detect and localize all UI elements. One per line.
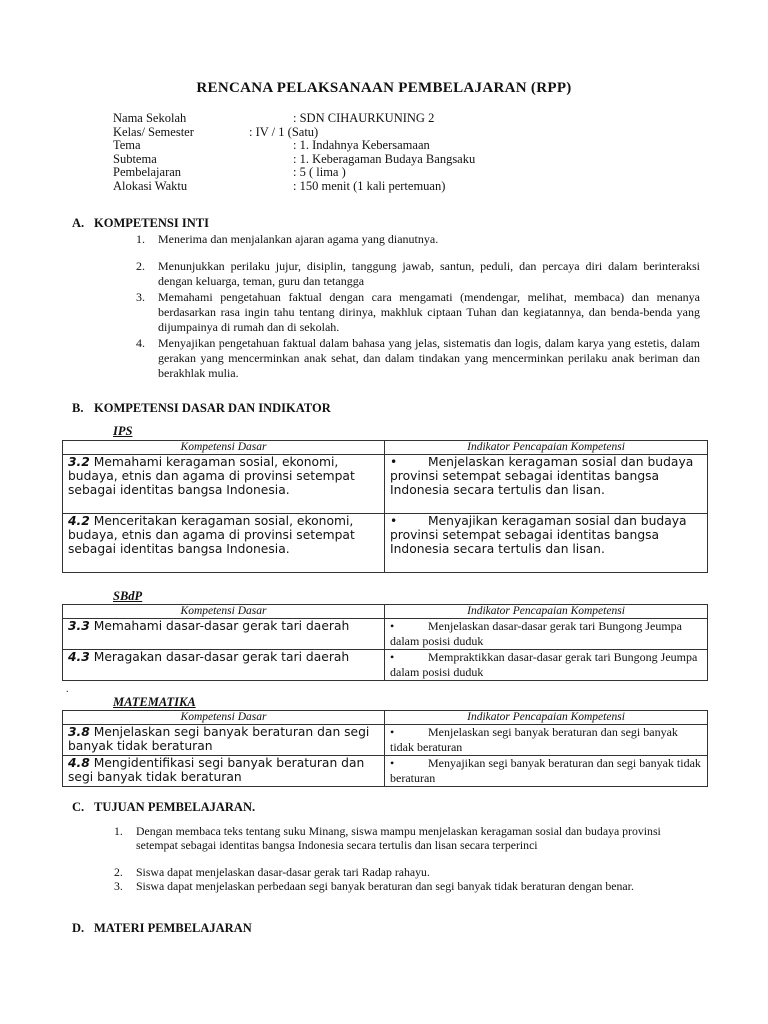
- column-header: Kompetensi Dasar: [63, 605, 385, 619]
- list-text: Siswa dapat menjelaskan dasar-dasar gerak tari Radap rahayu.: [136, 865, 430, 879]
- kd-code: 4.2: [68, 514, 90, 528]
- list-number: 4.: [136, 336, 145, 350]
- list-item: [136, 259, 700, 289]
- bullet-icon: •: [390, 455, 398, 469]
- column-header: Indikator Pencapaian Kompetensi: [385, 441, 708, 455]
- identity-value: : 150 menit (1 kali pertemuan): [293, 178, 446, 193]
- list-number: 2.: [114, 865, 123, 879]
- identity-value: : IV / 1 (Satu): [249, 124, 319, 139]
- column-header: Kompetensi Dasar: [63, 441, 385, 455]
- bullet-icon: •: [390, 756, 395, 770]
- column-header: Indikator Pencapaian Kompetensi: [385, 711, 708, 725]
- list-item: [114, 824, 688, 852]
- indicator-text: Menyajikan segi banyak beraturan dan segi banyak tidak beraturan: [390, 756, 701, 785]
- identity-value: : 1. Indahnya Kebersamaan: [293, 138, 430, 152]
- kd-code: 3.3: [68, 619, 90, 633]
- kd-cell: [63, 756, 385, 787]
- kd-table-ips: [62, 440, 708, 573]
- table-row: [63, 650, 708, 681]
- list-item: [114, 879, 688, 894]
- kd-text: Meragakan dasar-dasar gerak tari daerah: [89, 650, 350, 664]
- identity-label: Tema: [113, 138, 141, 152]
- kd-cell: [63, 514, 385, 573]
- indicator-cell: [385, 619, 708, 650]
- identity-label: Kelas/ Semester: [113, 124, 194, 139]
- list-number: 2.: [136, 259, 145, 273]
- identity-label: Nama Sekolah: [113, 111, 187, 125]
- kd-code: 3.2: [68, 455, 90, 469]
- list-number: 3.: [136, 290, 145, 304]
- identity-value: : SDN CIHAURKUNING 2: [293, 111, 435, 125]
- kd-table-matematika: [62, 710, 708, 787]
- list-item: [136, 232, 700, 247]
- stray-mark: .: [66, 684, 69, 695]
- identity-label: Alokasi Waktu: [113, 178, 188, 193]
- section-title: MATERI PEMBELAJARAN: [94, 921, 252, 935]
- indicator-text: Menjelaskan dasar-dasar gerak tari Bungong Jeumpa dalam posisi duduk: [390, 619, 683, 648]
- section-letter: D.: [72, 921, 85, 935]
- kd-text: Memahami keragaman sosial, ekonomi, budaya, etnis dan agama di provinsi setempat sebagai identitas bangsa Indonesia.: [68, 455, 355, 498]
- section-letter: A.: [72, 216, 85, 230]
- table-row: [63, 619, 708, 650]
- table-header-row: [63, 441, 708, 455]
- list-item: [136, 336, 700, 381]
- kd-text: Memahami dasar-dasar gerak tari daerah: [89, 619, 350, 633]
- kd-table-sbdp: [62, 604, 708, 681]
- list-text: Menyajikan pengetahuan faktual dalam bahasa yang jelas, sistematis dan logis, dalam karya yang estetis, dalam gerakan yang mencerminkan anak sehat, dan dalam tindakan yang mencerminkan perilaku anak beriman dan berakhlak mulia.: [158, 336, 700, 380]
- list-number: 3.: [114, 879, 123, 893]
- indicator-cell: [385, 455, 708, 514]
- table-header-row: [63, 605, 708, 619]
- section-b-heading: [72, 401, 331, 416]
- kd-cell: [63, 619, 385, 650]
- kd-code: 3.8: [68, 725, 90, 739]
- section-a-heading: [72, 216, 209, 231]
- section-letter: B.: [72, 401, 84, 415]
- indicator-cell: [385, 756, 708, 787]
- identity-value: : 5 ( lima ): [293, 165, 346, 179]
- kd-cell: [63, 455, 385, 514]
- bullet-icon: •: [390, 619, 395, 633]
- table-row: [63, 756, 708, 787]
- section-title: KOMPETENSI INTI: [94, 216, 209, 230]
- list-number: 1.: [114, 824, 123, 838]
- kd-code: 4.8: [68, 756, 90, 770]
- table-row: [63, 725, 708, 756]
- indicator-cell: [385, 514, 708, 573]
- indicator-text: Menyajikan keragaman sosial dan budaya provinsi setempat sebagai identitas bangsa Indonesia secara tertulis dan lisan.: [390, 514, 687, 557]
- kd-text: Menceritakan keragaman sosial, ekonomi, budaya, etnis dan agama di provinsi setempat sebagai identitas bangsa Indonesia.: [68, 514, 355, 557]
- section-c-heading: [72, 800, 255, 815]
- list-text: Dengan membaca teks tentang suku Minang, siswa mampu menjelaskan keragaman sosial dan budaya provinsi setempat sebagai identitas bangsa Indonesia secara tertulis dan lisan secara terperinci: [136, 824, 661, 852]
- table-row: [63, 514, 708, 573]
- section-title: KOMPETENSI DASAR DAN INDIKATOR: [94, 401, 331, 415]
- bullet-icon: •: [390, 725, 395, 739]
- identity-label: Subtema: [113, 151, 157, 166]
- section-letter: C.: [72, 800, 85, 814]
- kd-cell: [63, 650, 385, 681]
- subject-title-matematika: MATEMATIKA: [113, 695, 196, 709]
- column-header: Indikator Pencapaian Kompetensi: [385, 605, 708, 619]
- kd-cell: [63, 725, 385, 756]
- kd-code: 4.3: [68, 650, 90, 664]
- indicator-text: Mempraktikkan dasar-dasar gerak tari Bungong Jeumpa dalam posisi duduk: [390, 650, 698, 679]
- table-header-row: [63, 711, 708, 725]
- section-d-heading: [72, 921, 252, 936]
- bullet-icon: •: [390, 514, 398, 528]
- identity-label: Pembelajaran: [113, 165, 182, 179]
- document-title: RENCANA PELAKSANAAN PEMBELAJARAN (RPP): [196, 80, 572, 96]
- indicator-text: Menjelaskan keragaman sosial dan budaya provinsi setempat sebagai identitas bangsa Indonesia secara tertulis dan lisan.: [390, 455, 694, 498]
- column-header: Kompetensi Dasar: [63, 711, 385, 725]
- identity-value: : 1. Keberagaman Budaya Bangsaku: [293, 151, 476, 166]
- list-text: Memahami pengetahuan faktual dengan cara mengamati (mendengar, melihat, membaca) dan menanya berdasarkan rasa ingin tahu tentang dirinya, makhluk ciptaan Tuhan dan kegiatannya, dan benda-benda yang dijumpainya di rumah dan di sekolah.: [158, 290, 700, 334]
- list-text: Menunjukkan perilaku jujur, disiplin, tanggung jawab, santun, peduli, dan percaya diri dalam berinteraksi dengan keluarga, teman, guru dan tetangga: [158, 259, 700, 288]
- list-number: 1.: [136, 232, 145, 246]
- kd-text: Mengidentifikasi segi banyak beraturan dan segi banyak tidak beraturan: [68, 756, 365, 785]
- table-row: [63, 455, 708, 514]
- indicator-cell: [385, 725, 708, 756]
- indicator-cell: [385, 650, 708, 681]
- kd-text: Menjelaskan segi banyak beraturan dan segi banyak tidak beraturan: [68, 725, 370, 754]
- indicator-text: Menjelaskan segi banyak beraturan dan segi banyak tidak beraturan: [390, 725, 678, 754]
- list-item: [136, 290, 700, 335]
- list-text: Menerima dan menjalankan ajaran agama yang dianutnya.: [158, 232, 439, 246]
- bullet-icon: •: [390, 650, 395, 664]
- section-title: TUJUAN PEMBELAJARAN.: [94, 800, 256, 814]
- list-item: [114, 865, 688, 880]
- subject-title-sbdp: SBdP: [113, 589, 143, 603]
- list-text: Siswa dapat menjelaskan perbedaan segi banyak beraturan dan segi banyak tidak beraturan dengan benar.: [136, 879, 634, 893]
- subject-title-ips: IPS: [113, 424, 133, 438]
